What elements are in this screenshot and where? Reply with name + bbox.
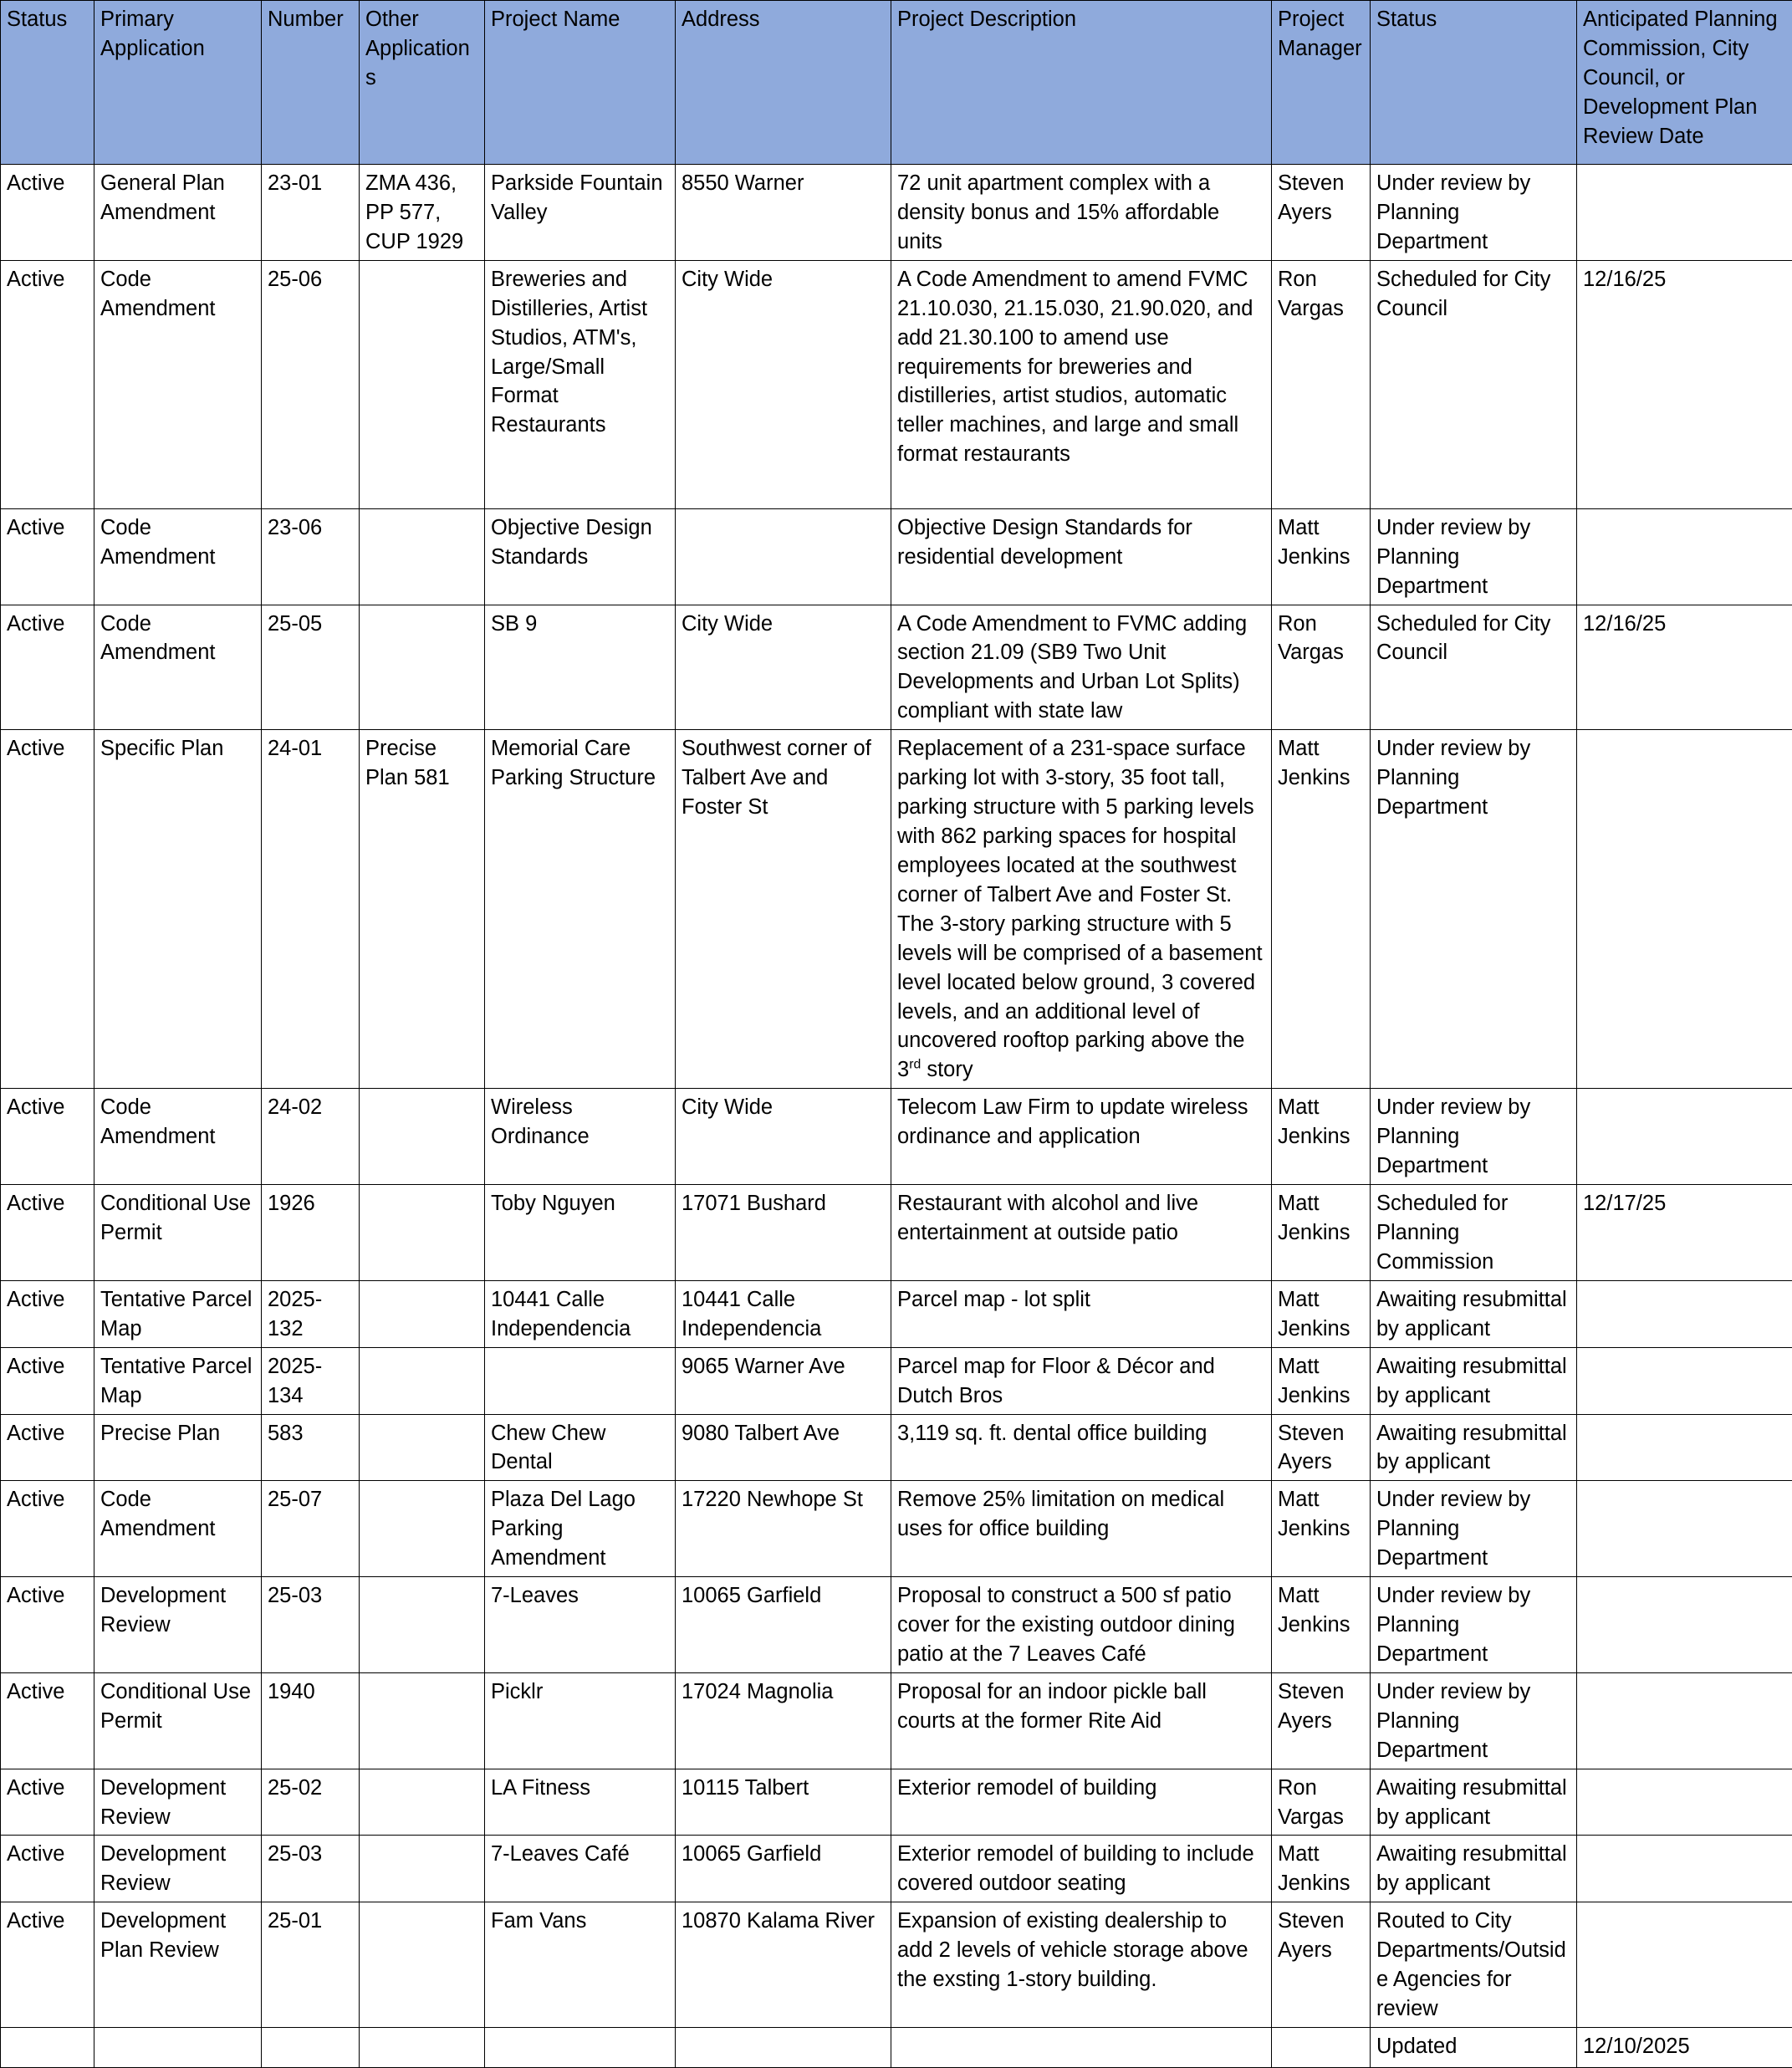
cell-project-status: Under review by Planning Department: [1371, 1089, 1577, 1185]
cell-anticipated-date: [1577, 1347, 1792, 1414]
cell-project-status: Awaiting resubmittal by applicant: [1371, 1347, 1577, 1414]
cell-address: 17220 Newhope St: [676, 1481, 891, 1577]
cell-project-manager: Matt Jenkins: [1272, 508, 1371, 605]
cell-project-status: Awaiting resubmittal by applicant: [1371, 1414, 1577, 1481]
table-row: [1, 1577, 1792, 1673]
cell-address: 8550 Warner: [676, 165, 891, 261]
cell-project-description: Parcel map for Floor & Décor and Dutch Bros: [891, 1347, 1272, 1414]
cell-other-applications: [360, 1185, 485, 1281]
cell-number: 2025-134: [262, 1347, 360, 1414]
table-row: [1, 1836, 1792, 1902]
cell-project-status: Under review by Planning Department: [1371, 730, 1577, 1089]
cell-primary-application: Code Amendment: [94, 508, 262, 605]
cell-primary-application: Specific Plan: [94, 730, 262, 1089]
updated-label: Updated: [1371, 2028, 1577, 2068]
updated-date: 12/10/2025: [1577, 2028, 1792, 2068]
table-row: [1, 1481, 1792, 1577]
description-text-post: story: [921, 1058, 973, 1081]
table-footer-row: [1, 2028, 1792, 2068]
column-header-status: Status: [1, 1, 94, 165]
cell-anticipated-date: [1577, 1414, 1792, 1481]
cell-primary-application: Development Review: [94, 1836, 262, 1902]
cell-project-manager: Matt Jenkins: [1272, 730, 1371, 1089]
cell-number: 2025-132: [262, 1280, 360, 1347]
cell-project-status: Scheduled for City Council: [1371, 260, 1577, 508]
column-header-other-applications: Other Applications: [360, 1, 485, 165]
cell-project-status: Under review by Planning Department: [1371, 1481, 1577, 1577]
cell-project-name: Picklr: [485, 1672, 676, 1769]
cell-anticipated-date: [1577, 1672, 1792, 1769]
cell-other-applications: [360, 1672, 485, 1769]
cell-other-applications: Precise Plan 581: [360, 730, 485, 1089]
table-row: [1, 165, 1792, 261]
cell-project-manager: Steven Ayers: [1272, 1414, 1371, 1481]
cell-project-description: Exterior remodel of building to include covered outdoor seating: [891, 1836, 1272, 1902]
column-header-number: Number: [262, 1, 360, 165]
cell-address: 17024 Magnolia: [676, 1672, 891, 1769]
cell-project-name: Parkside Fountain Valley: [485, 165, 676, 261]
cell-anticipated-date: [1577, 1836, 1792, 1902]
cell-project-name: Toby Nguyen: [485, 1185, 676, 1281]
footer-cell-empty: [485, 2028, 676, 2068]
cell-number: 583: [262, 1414, 360, 1481]
cell-status: Active: [1, 1672, 94, 1769]
cell-project-description: Remove 25% limitation on medical uses for office building: [891, 1481, 1272, 1577]
footer-cell-empty: [262, 2028, 360, 2068]
table-header-row: [1, 1, 1792, 165]
cell-address: 10115 Talbert: [676, 1769, 891, 1836]
cell-address: 10065 Garfield: [676, 1836, 891, 1902]
column-header-project-manager: Project Manager: [1272, 1, 1371, 165]
cell-number: 24-01: [262, 730, 360, 1089]
cell-project-description: Expansion of existing dealership to add 2 levels of vehicle storage above the exsting 1-story building.: [891, 1902, 1272, 2028]
cell-anticipated-date: [1577, 508, 1792, 605]
cell-project-name: Fam Vans: [485, 1902, 676, 2028]
cell-project-name: 10441 Calle Independencia: [485, 1280, 676, 1347]
cell-anticipated-date: [1577, 1481, 1792, 1577]
cell-project-status: Under review by Planning Department: [1371, 1577, 1577, 1673]
cell-status: Active: [1, 1769, 94, 1836]
cell-primary-application: Code Amendment: [94, 1481, 262, 1577]
cell-anticipated-date: 12/16/25: [1577, 605, 1792, 730]
cell-project-name: Chew Chew Dental: [485, 1414, 676, 1481]
cell-project-manager: Matt Jenkins: [1272, 1185, 1371, 1281]
cell-status: Active: [1, 1089, 94, 1185]
cell-other-applications: [360, 1577, 485, 1673]
cell-anticipated-date: 12/17/25: [1577, 1185, 1792, 1281]
table-row: [1, 1769, 1792, 1836]
cell-project-description: Objective Design Standards for residential development: [891, 508, 1272, 605]
cell-status: Active: [1, 1577, 94, 1673]
cell-number: 25-05: [262, 605, 360, 730]
cell-project-name: 7-Leaves Café: [485, 1836, 676, 1902]
cell-address: [676, 508, 891, 605]
cell-other-applications: [360, 1769, 485, 1836]
table-row: [1, 1347, 1792, 1414]
cell-status: Active: [1, 1280, 94, 1347]
cell-project-status: Awaiting resubmittal by applicant: [1371, 1769, 1577, 1836]
cell-status: Active: [1, 1414, 94, 1481]
cell-project-status: Routed to City Departments/Outside Agencies for review: [1371, 1902, 1577, 2028]
cell-address: 10065 Garfield: [676, 1577, 891, 1673]
cell-project-manager: Steven Ayers: [1272, 165, 1371, 261]
cell-other-applications: [360, 1836, 485, 1902]
cell-other-applications: [360, 605, 485, 730]
cell-status: Active: [1, 605, 94, 730]
cell-address: 17071 Bushard: [676, 1185, 891, 1281]
cell-anticipated-date: [1577, 1280, 1792, 1347]
cell-primary-application: Tentative Parcel Map: [94, 1347, 262, 1414]
cell-project-manager: Steven Ayers: [1272, 1902, 1371, 2028]
cell-other-applications: [360, 1089, 485, 1185]
cell-status: Active: [1, 1902, 94, 2028]
cell-other-applications: [360, 1280, 485, 1347]
cell-status: Active: [1, 1481, 94, 1577]
cell-number: 25-02: [262, 1769, 360, 1836]
description-text-pre: Replacement of a 231-space surface parking lot with 3-story, 35 foot tall, parking structure with 5 parking levels with 862 parking spaces for hospital employees located at the southwest corner of Talbert Ave and Foster St. The 3-story parking structure with 5 levels will be comprised of a basement level located below ground, 3 covered levels, and an additional level of uncovered rooftop parking above the 3: [897, 737, 1263, 1081]
cell-number: 23-06: [262, 508, 360, 605]
cell-address: City Wide: [676, 260, 891, 508]
cell-status: Active: [1, 730, 94, 1089]
cell-number: 24-02: [262, 1089, 360, 1185]
cell-project-description: Parcel map - lot split: [891, 1280, 1272, 1347]
cell-project-manager: Matt Jenkins: [1272, 1481, 1371, 1577]
cell-primary-application: Code Amendment: [94, 1089, 262, 1185]
cell-other-applications: [360, 1414, 485, 1481]
cell-primary-application: Tentative Parcel Map: [94, 1280, 262, 1347]
cell-status: Active: [1, 165, 94, 261]
cell-project-status: Under review by Planning Department: [1371, 508, 1577, 605]
cell-project-manager: Steven Ayers: [1272, 1672, 1371, 1769]
cell-project-description: 3,119 sq. ft. dental office building: [891, 1414, 1272, 1481]
cell-primary-application: Code Amendment: [94, 605, 262, 730]
cell-address: Southwest corner of Talbert Ave and Foster St: [676, 730, 891, 1089]
cell-anticipated-date: [1577, 730, 1792, 1089]
cell-anticipated-date: [1577, 1089, 1792, 1185]
column-header-address: Address: [676, 1, 891, 165]
footer-cell-empty: [360, 2028, 485, 2068]
table-row: [1, 1185, 1792, 1281]
cell-other-applications: [360, 1902, 485, 2028]
cell-project-manager: Ron Vargas: [1272, 605, 1371, 730]
ordinal-suffix: rd: [909, 1058, 921, 1072]
cell-number: 25-03: [262, 1836, 360, 1902]
cell-other-applications: ZMA 436, PP 577, CUP 1929: [360, 165, 485, 261]
footer-cell-empty: [1272, 2028, 1371, 2068]
cell-status: Active: [1, 508, 94, 605]
cell-anticipated-date: [1577, 165, 1792, 261]
table-row: [1, 1280, 1792, 1347]
cell-primary-application: Conditional Use Permit: [94, 1185, 262, 1281]
cell-project-description: Restaurant with alcohol and live entertainment at outside patio: [891, 1185, 1272, 1281]
cell-project-description: Telecom Law Firm to update wireless ordinance and application: [891, 1089, 1272, 1185]
cell-project-description: 72 unit apartment complex with a density bonus and 15% affordable units: [891, 165, 1272, 261]
cell-project-name: SB 9: [485, 605, 676, 730]
cell-number: 25-07: [262, 1481, 360, 1577]
cell-address: City Wide: [676, 605, 891, 730]
cell-project-description: Proposal to construct a 500 sf patio cover for the existing outdoor dining patio at the 7 Leaves Café: [891, 1577, 1272, 1673]
cell-primary-application: Development Review: [94, 1577, 262, 1673]
cell-project-name: Objective Design Standards: [485, 508, 676, 605]
table-row: [1, 260, 1792, 508]
cell-status: Active: [1, 1347, 94, 1414]
cell-number: 1940: [262, 1672, 360, 1769]
cell-project-status: Under review by Planning Department: [1371, 165, 1577, 261]
table-row: [1, 1672, 1792, 1769]
cell-number: 25-01: [262, 1902, 360, 2028]
cell-primary-application: Development Plan Review: [94, 1902, 262, 2028]
cell-project-name: Breweries and Distilleries, Artist Studios, ATM's, Large/Small Format Restaurants: [485, 260, 676, 508]
cell-number: 1926: [262, 1185, 360, 1281]
footer-cell-empty: [891, 2028, 1272, 2068]
table-row: [1, 730, 1792, 1089]
cell-project-status: Scheduled for City Council: [1371, 605, 1577, 730]
column-header-project-name: Project Name: [485, 1, 676, 165]
cell-project-status: Under review by Planning Department: [1371, 1672, 1577, 1769]
cell-primary-application: Code Amendment: [94, 260, 262, 508]
cell-primary-application: Precise Plan: [94, 1414, 262, 1481]
cell-anticipated-date: [1577, 1577, 1792, 1673]
cell-other-applications: [360, 508, 485, 605]
cell-number: 23-01: [262, 165, 360, 261]
cell-project-name: 7-Leaves: [485, 1577, 676, 1673]
cell-project-manager: Matt Jenkins: [1272, 1347, 1371, 1414]
cell-status: Active: [1, 1185, 94, 1281]
cell-project-name: LA Fitness: [485, 1769, 676, 1836]
cell-project-description: A Code Amendment to FVMC adding section 21.09 (SB9 Two Unit Developments and Urban Lot Splits) compliant with state law: [891, 605, 1272, 730]
cell-number: 25-06: [262, 260, 360, 508]
column-header-anticipated-date: Anticipated Planning Commission, City Council, or Development Plan Review Date: [1577, 1, 1792, 165]
cell-project-description: [891, 730, 1272, 1089]
cell-address: 10441 Calle Independencia: [676, 1280, 891, 1347]
cell-project-manager: Matt Jenkins: [1272, 1280, 1371, 1347]
cell-address: 9065 Warner Ave: [676, 1347, 891, 1414]
cell-status: Active: [1, 1836, 94, 1902]
footer-cell-empty: [1, 2028, 94, 2068]
cell-anticipated-date: [1577, 1902, 1792, 2028]
column-header-project-status: Status: [1371, 1, 1577, 165]
cell-project-status: Scheduled for Planning Commission: [1371, 1185, 1577, 1281]
cell-address: 9080 Talbert Ave: [676, 1414, 891, 1481]
cell-anticipated-date: [1577, 1769, 1792, 1836]
cell-project-name: Wireless Ordinance: [485, 1089, 676, 1185]
table-row: [1, 508, 1792, 605]
table-row: [1, 605, 1792, 730]
footer-cell-empty: [94, 2028, 262, 2068]
cell-other-applications: [360, 260, 485, 508]
cell-project-manager: Ron Vargas: [1272, 260, 1371, 508]
cell-project-description: Exterior remodel of building: [891, 1769, 1272, 1836]
cell-other-applications: [360, 1347, 485, 1414]
footer-cell-empty: [676, 2028, 891, 2068]
cell-project-manager: Matt Jenkins: [1272, 1089, 1371, 1185]
cell-project-manager: Ron Vargas: [1272, 1769, 1371, 1836]
table-row: [1, 1414, 1792, 1481]
cell-project-manager: Matt Jenkins: [1272, 1836, 1371, 1902]
cell-number: 25-03: [262, 1577, 360, 1673]
table-row: [1, 1902, 1792, 2028]
cell-project-manager: Matt Jenkins: [1272, 1577, 1371, 1673]
cell-project-name: Plaza Del Lago Parking Amendment: [485, 1481, 676, 1577]
cell-project-status: Awaiting resubmittal by applicant: [1371, 1280, 1577, 1347]
column-header-primary-application: Primary Application: [94, 1, 262, 165]
cell-project-name: Memorial Care Parking Structure: [485, 730, 676, 1089]
cell-project-name: [485, 1347, 676, 1414]
cell-primary-application: Development Review: [94, 1769, 262, 1836]
cell-project-status: Awaiting resubmittal by applicant: [1371, 1836, 1577, 1902]
cell-primary-application: Conditional Use Permit: [94, 1672, 262, 1769]
cell-primary-application: General Plan Amendment: [94, 165, 262, 261]
column-header-project-description: Project Description: [891, 1, 1272, 165]
table-row: [1, 1089, 1792, 1185]
cell-status: Active: [1, 260, 94, 508]
cell-project-description: Proposal for an indoor pickle ball courts at the former Rite Aid: [891, 1672, 1272, 1769]
cell-address: City Wide: [676, 1089, 891, 1185]
cell-address: 10870 Kalama River: [676, 1902, 891, 2028]
cell-other-applications: [360, 1481, 485, 1577]
cell-project-description: A Code Amendment to amend FVMC 21.10.030, 21.15.030, 21.90.020, and add 21.30.100 to amend use requirements for breweries and distilleries, artist studios, automatic teller machines, and large and small format restaurants: [891, 260, 1272, 508]
cell-anticipated-date: 12/16/25: [1577, 260, 1792, 508]
